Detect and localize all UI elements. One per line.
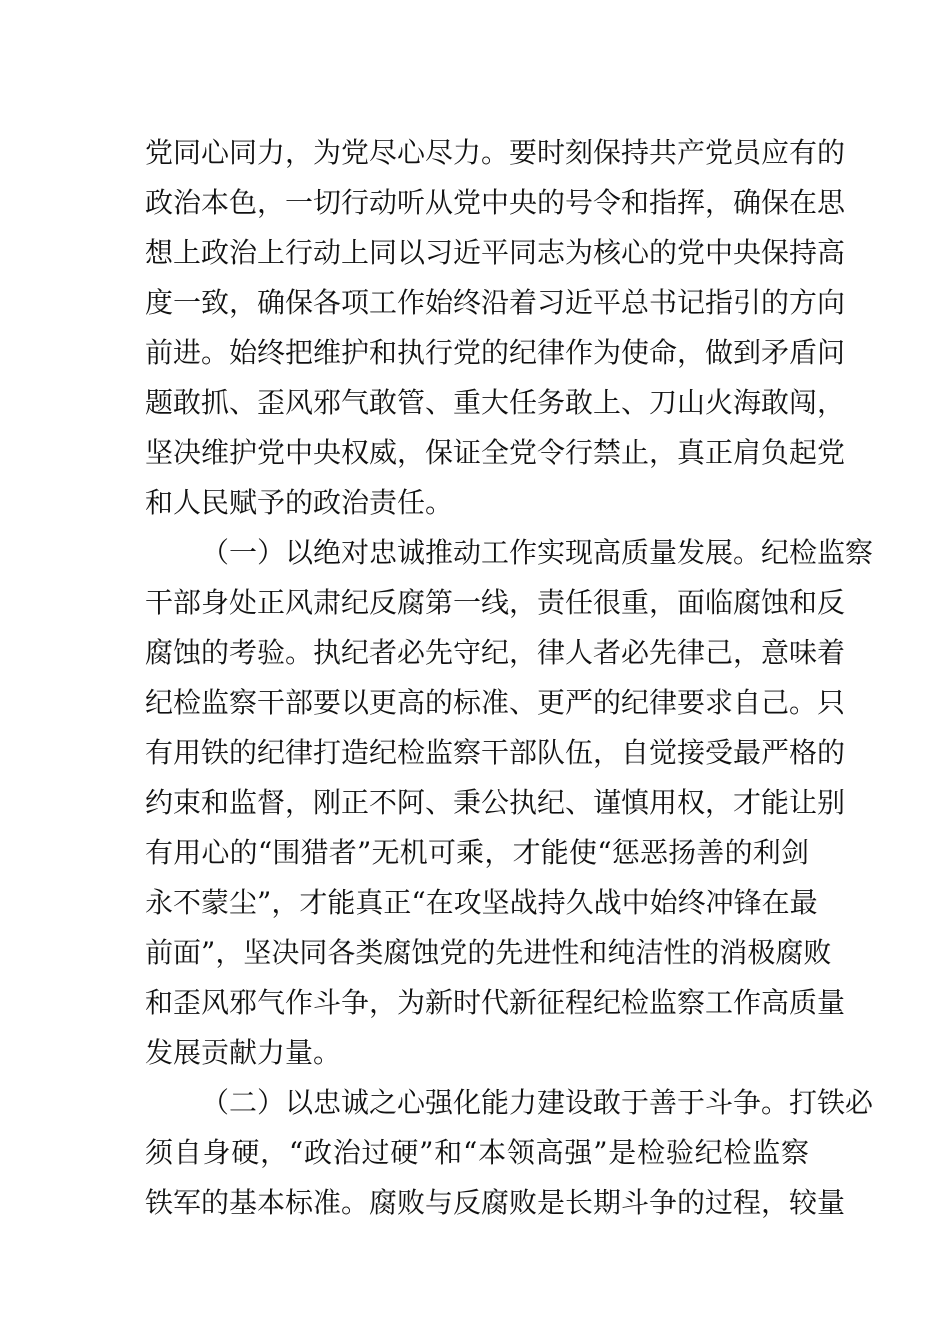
text-line: 纪检监察干部要以更高的标准、更严的纪律要求自己。只 (145, 686, 846, 719)
text-line: 政治本色，一切行动听从党中央的号令和指挥，确保在思 (145, 186, 846, 219)
text-line: 有用心的“围猎者”无机可乘，才能使“惩恶扬善的利剑 (145, 836, 809, 869)
text-line: 永不蒙尘”，才能真正“在攻坚战持久战中始终冲锋在最 (145, 886, 818, 919)
text-line: 党同心同力，为党尽心尽力。要时刻保持共产党员应有的 (145, 136, 846, 169)
text-line: 想上政治上行动上同以习近平同志为核心的党中央保持高 (145, 236, 846, 269)
text-line: 发展贡献力量。 (145, 1036, 342, 1069)
text-line: 前进。始终把维护和执行党的纪律作为使命，做到矛盾问 (145, 336, 846, 369)
text-line: 铁军的基本标准。腐败与反腐败是长期斗争的过程，较量 (145, 1186, 846, 1219)
text-line: 有用铁的纪律打造纪检监察干部队伍，自觉接受最严格的 (145, 736, 846, 769)
text-line: 腐蚀的考验。执纪者必先守纪，律人者必先律己，意味着 (145, 636, 846, 669)
text-line: 和歪风邪气作斗争，为新时代新征程纪检监察工作高质量 (145, 986, 846, 1019)
text-line: 约束和监督，刚正不阿、秉公执纪、谨慎用权，才能让别 (145, 786, 846, 819)
text-line: 和人民赋予的政治责任。 (145, 486, 454, 519)
text-line: 坚决维护党中央权威，保证全党令行禁止，真正肩负起党 (145, 436, 846, 469)
text-line: 前面”，坚决同各类腐蚀党的先进性和纯洁性的消极腐败 (145, 936, 832, 969)
paragraph-heading-2: （二）以忠诚之心强化能力建设敢于善于斗争。打铁必 (201, 1086, 874, 1119)
text-line: 须自身硬，“政治过硬”和“本领高强”是检验纪检监察 (145, 1136, 809, 1169)
text-line: 度一致，确保各项工作始终沿着习近平总书记指引的方向 (145, 286, 846, 319)
paragraph-heading-1: （一）以绝对忠诚推动工作实现高质量发展。纪检监察 (201, 536, 874, 569)
text-line: 题敢抓、歪风邪气敢管、重大任务敢上、刀山火海敢闯， (145, 386, 846, 419)
text-line: 干部身处正风肃纪反腐第一线，责任很重，面临腐蚀和反 (145, 586, 846, 619)
